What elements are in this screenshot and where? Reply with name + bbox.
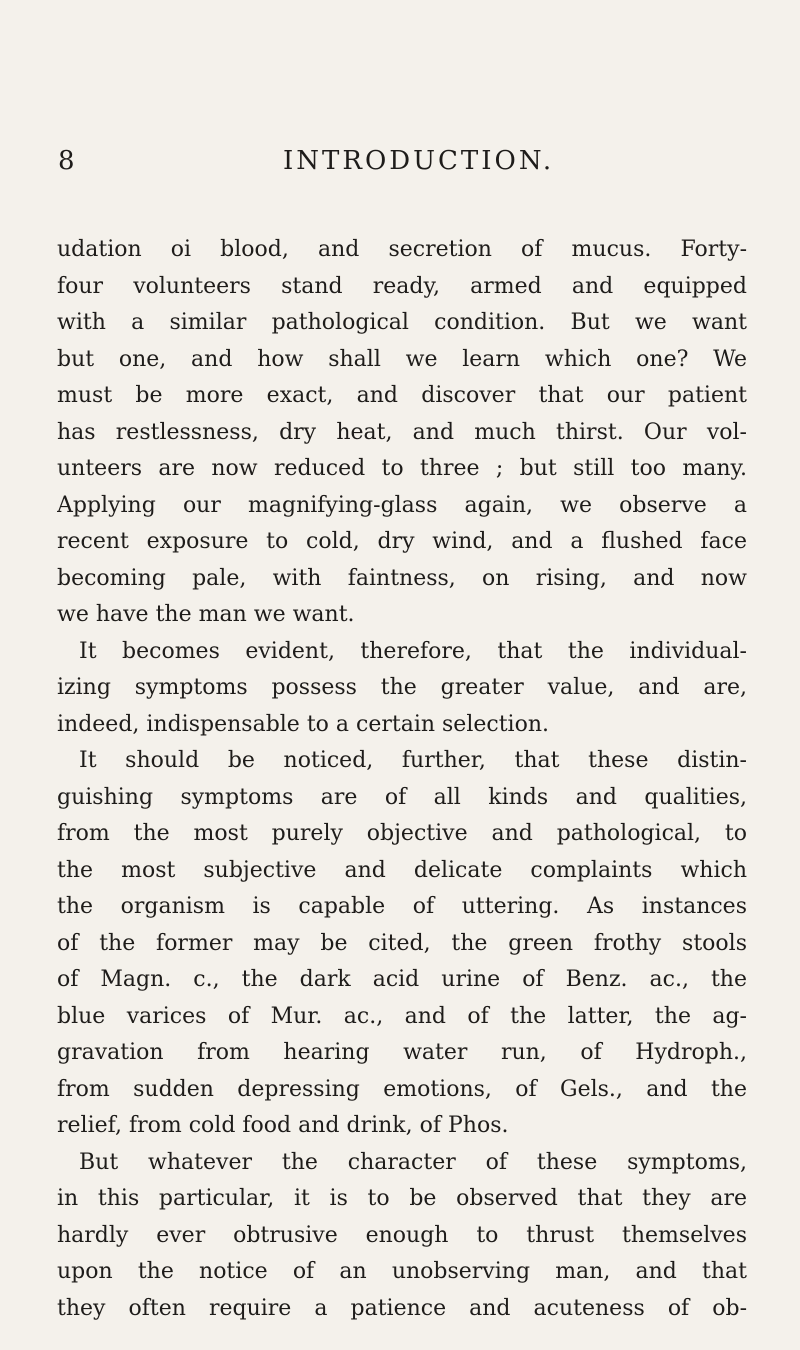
text-line: four volunteers stand ready, armed and equipped bbox=[57, 273, 747, 299]
text-line: of Magn. c., the dark acid urine of Benz. ac., the bbox=[57, 967, 747, 992]
text-line: guishing symptoms are of all kinds and qualities, bbox=[57, 784, 747, 810]
text-line: relief, from cold food and drink, of Phos. bbox=[57, 1113, 509, 1138]
text-line: unteers are now reduced to three ; but still too many. bbox=[57, 456, 747, 481]
text-line: izing symptoms possess the greater value, and are, bbox=[57, 675, 747, 700]
running-head bbox=[40, 146, 760, 186]
text-line: It should be noticed, further, that these distin- bbox=[79, 748, 747, 773]
text-line: must be more exact, and discover that our patient bbox=[57, 383, 747, 408]
body-text bbox=[57, 232, 747, 1327]
text-line: we have the man we want. bbox=[57, 602, 355, 627]
text-line: becoming pale, with faintness, on rising, and now bbox=[57, 565, 747, 591]
text-line: of the former may be cited, the green frothy stools bbox=[57, 930, 747, 956]
text-line: but one, and how shall we learn which one? We bbox=[57, 346, 747, 372]
text-line: they often require a patience and acuteness of ob- bbox=[57, 1295, 747, 1321]
text-line: recent exposure to cold, dry wind, and a flushed face bbox=[57, 529, 747, 554]
text-line: in this particular, it is to be observed that they are bbox=[57, 1186, 747, 1211]
text-line: blue varices of Mur. ac., and of the latter, the ag- bbox=[57, 1003, 747, 1029]
text-line: indeed, indispensable to a certain selection. bbox=[57, 711, 549, 737]
text-line: has restlessness, dry heat, and much thirst. Our vol- bbox=[57, 419, 747, 445]
text-line: gravation from hearing water run, of Hydroph., bbox=[57, 1040, 747, 1065]
text-line: It becomes evident, therefore, that the individual- bbox=[79, 638, 747, 664]
text-line: from sudden depressing emotions, of Gels., and the bbox=[57, 1076, 747, 1102]
text-line: the organism is capable of uttering. As instances bbox=[57, 894, 747, 919]
text-line: hardly ever obtrusive enough to thrust themselves bbox=[57, 1222, 747, 1248]
text-line: from the most purely objective and pathological, to bbox=[57, 821, 747, 846]
text-line: But whatever the character of these symptoms, bbox=[79, 1149, 747, 1175]
text-line: Applying our magnifying-glass again, we observe a bbox=[57, 492, 747, 518]
text-line: udation oi blood, and secretion of mucus. Forty- bbox=[57, 237, 747, 262]
text-line: upon the notice of an unobserving man, and that bbox=[57, 1259, 747, 1284]
text-line: the most subjective and delicate complaints which bbox=[57, 857, 747, 883]
page-number: 8 bbox=[58, 146, 76, 176]
chapter-title: INTRODUCTION. bbox=[283, 146, 555, 176]
text-line: with a similar pathological condition. But we want bbox=[57, 310, 747, 335]
